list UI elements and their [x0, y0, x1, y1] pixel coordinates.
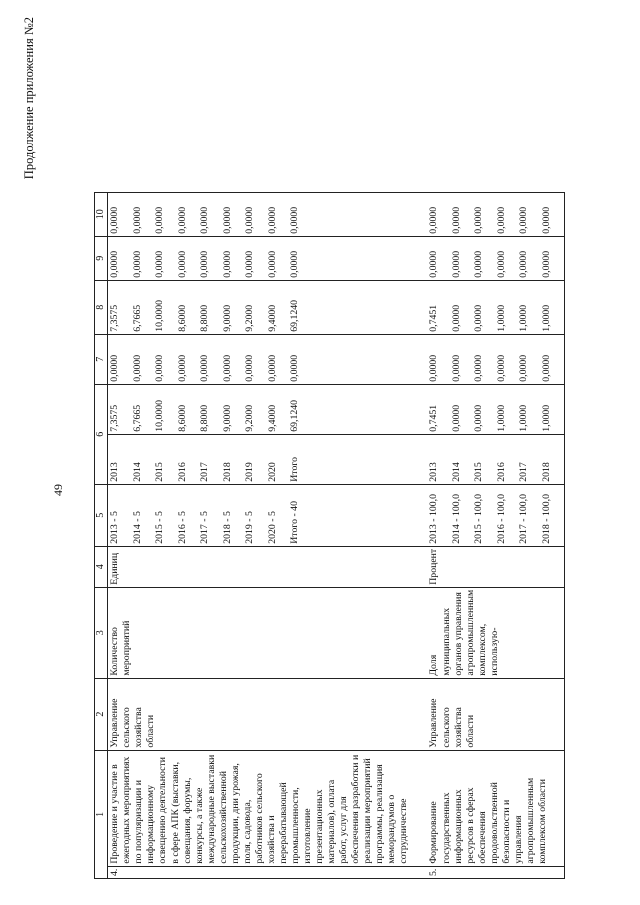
value-cell: 2014 - 5 — [131, 511, 143, 544]
value-cell: 6,7665 — [131, 304, 143, 332]
value-cell: 2020 - 5 — [266, 511, 278, 544]
spacer-cell — [411, 384, 427, 434]
value-column — [108, 236, 412, 280]
table-row — [108, 192, 412, 878]
value-cell: 0,0000 — [266, 354, 278, 382]
value-cell: 0,0000 — [540, 206, 552, 234]
value-cell: 0,0000 — [221, 354, 233, 382]
value-cell: 9,4000 — [266, 304, 278, 332]
value-cell: 2017 - 100,0 — [518, 493, 530, 544]
value-cell: 0,0000 — [244, 354, 256, 382]
value-cell: 0,0000 — [540, 250, 552, 278]
value-cell: 9,4000 — [266, 404, 278, 432]
value-cell: 0,0000 — [495, 354, 507, 382]
value-cell: 8,6000 — [176, 404, 188, 432]
value-cell: 0,0000 — [199, 354, 211, 382]
value-cell: 0,0000 — [131, 206, 143, 234]
value-cell: 0,0000 — [473, 250, 485, 278]
value-cell: 0,0000 — [109, 206, 121, 234]
value-cell: 2014 — [450, 462, 462, 482]
value-cell: 8,8000 — [199, 404, 211, 432]
value-cell: 2014 — [131, 462, 143, 482]
value-cell: 7,3575 — [109, 404, 121, 432]
value-column — [427, 384, 565, 434]
value-cell: 10,0000 — [154, 299, 166, 332]
value-cell: 9,0000 — [221, 304, 233, 332]
value-column — [427, 192, 565, 236]
value-cell: 2014 - 100,0 — [450, 493, 462, 544]
value-cell: 69,1240 — [289, 299, 301, 332]
value-cell: 2017 — [199, 462, 211, 482]
value-cell: 2015 — [473, 462, 485, 482]
col-header-10: 10 — [95, 192, 108, 236]
value-column — [108, 280, 412, 334]
value-column — [427, 484, 565, 546]
value-cell: 0,0000 — [131, 250, 143, 278]
indicator-name: Доля муниципальных органов управления агропромышленным комплексом, использую- — [427, 587, 565, 678]
value-cell: 0,0000 — [473, 354, 485, 382]
col-header-2: 2 — [95, 678, 108, 750]
value-cell: 1,0000 — [540, 404, 552, 432]
value-cell: 2018 — [540, 462, 552, 482]
value-cell: 2017 - 5 — [199, 511, 211, 544]
value-cell: 0,0000 — [131, 354, 143, 382]
value-cell: 0,0000 — [266, 206, 278, 234]
value-cell: 2015 - 100,0 — [473, 493, 485, 544]
col-header-4: 4 — [95, 546, 108, 587]
value-column — [108, 192, 412, 236]
value-cell: 2017 — [518, 462, 530, 482]
spacer-cell — [411, 546, 427, 587]
col-header-5: 5 — [95, 484, 108, 546]
value-cell: 0,0000 — [244, 250, 256, 278]
value-cell: 2016 — [176, 462, 188, 482]
page-number: 49 — [51, 484, 65, 496]
value-column — [108, 484, 412, 546]
row-number: 5. — [427, 866, 565, 878]
value-cell: 0,0000 — [428, 354, 440, 382]
executor: Управление сельского хозяйства области — [108, 678, 412, 750]
value-cell: 0,0000 — [176, 206, 188, 234]
value-cell: 0,0000 — [266, 250, 278, 278]
value-cell: 0,0000 — [221, 250, 233, 278]
value-cell: Итого - 40 — [289, 501, 301, 544]
value-cell: 7,3575 — [109, 304, 121, 332]
value-column — [108, 334, 412, 384]
value-cell: 0,0000 — [154, 206, 166, 234]
header-row — [95, 192, 108, 878]
col-header-1: 1 — [95, 750, 108, 878]
value-cell: 8,6000 — [176, 304, 188, 332]
spacer-cell — [411, 484, 427, 546]
indicator-name: Количество мероприятий — [108, 587, 412, 678]
value-cell: 0,0000 — [450, 404, 462, 432]
value-column — [427, 434, 565, 484]
value-cell: 0,0000 — [518, 354, 530, 382]
value-cell: 0,0000 — [109, 250, 121, 278]
value-cell: 2016 — [495, 462, 507, 482]
value-cell: 0,0000 — [518, 250, 530, 278]
value-column — [108, 384, 412, 434]
row-spacer — [411, 192, 427, 878]
value-cell: 0,0000 — [428, 206, 440, 234]
value-column — [108, 434, 412, 484]
spacer-cell — [411, 587, 427, 678]
value-cell: 2013 — [428, 462, 440, 482]
value-cell: 0,0000 — [473, 206, 485, 234]
value-cell: 0,0000 — [199, 206, 211, 234]
value-cell: 9,2000 — [244, 404, 256, 432]
value-column — [427, 236, 565, 280]
continuation-title: Продолжение приложения №2 — [22, 17, 36, 180]
spacer-cell — [411, 280, 427, 334]
value-cell: 0,0000 — [176, 354, 188, 382]
spacer-cell — [411, 866, 427, 878]
value-cell: 8,8000 — [199, 304, 211, 332]
value-cell: 0,7451 — [428, 304, 440, 332]
spacer-cell — [411, 678, 427, 750]
value-cell: 0,0000 — [289, 250, 301, 278]
value-column — [427, 280, 565, 334]
value-cell: 0,0000 — [109, 354, 121, 382]
unit: Процент — [427, 546, 565, 587]
value-cell: 2019 — [244, 462, 256, 482]
value-cell: 0,0000 — [244, 206, 256, 234]
value-cell: 0,0000 — [154, 354, 166, 382]
value-cell: 9,2000 — [244, 304, 256, 332]
value-column — [427, 334, 565, 384]
value-cell: 0,0000 — [450, 250, 462, 278]
value-cell: 0,0000 — [495, 250, 507, 278]
value-cell: 0,0000 — [221, 206, 233, 234]
value-cell: 0,0000 — [199, 250, 211, 278]
value-cell: 0,0000 — [428, 250, 440, 278]
value-cell: 2013 - 5 — [109, 511, 121, 544]
value-cell: 2013 - 100,0 — [428, 493, 440, 544]
value-cell: 2020 — [266, 462, 278, 482]
value-cell: 2015 — [154, 462, 166, 482]
value-cell: 69,1240 — [289, 399, 301, 432]
col-header-6: 6 — [95, 384, 108, 484]
value-cell: 0,0000 — [450, 304, 462, 332]
value-cell: 2019 - 5 — [244, 511, 256, 544]
spacer-cell — [411, 334, 427, 384]
value-cell: 2018 - 5 — [221, 511, 233, 544]
value-cell: 2016 - 100,0 — [495, 493, 507, 544]
value-cell: 1,0000 — [540, 304, 552, 332]
value-cell: 0,0000 — [473, 304, 485, 332]
spacer-cell — [411, 434, 427, 484]
value-cell: 0,0000 — [450, 206, 462, 234]
value-cell: 0,0000 — [473, 404, 485, 432]
value-cell: Итого — [289, 456, 301, 482]
value-cell: 2018 — [221, 462, 233, 482]
col-header-7: 7 — [95, 334, 108, 384]
value-cell: 2018 - 100,0 — [540, 493, 552, 544]
col-header-3: 3 — [95, 587, 108, 678]
col-header-9: 9 — [95, 236, 108, 280]
col-header-8: 8 — [95, 280, 108, 334]
value-cell: 1,0000 — [495, 404, 507, 432]
unit: Единиц — [108, 546, 412, 587]
spacer-cell — [411, 192, 427, 236]
value-cell: 1,0000 — [518, 304, 530, 332]
value-cell: 0,7451 — [428, 404, 440, 432]
activity-name: Формирование государственных информационных ресурсов в сферах обеспечения продовольственной безопасности и управления агропромышленным комплексом области — [427, 750, 565, 866]
spacer-cell — [411, 236, 427, 280]
value-cell: 0,0000 — [176, 250, 188, 278]
value-cell: 0,0000 — [495, 206, 507, 234]
value-cell: 0,0000 — [540, 354, 552, 382]
value-cell: 0,0000 — [289, 206, 301, 234]
value-cell: 9,0000 — [221, 404, 233, 432]
executor: Управление сельского хозяйства области — [427, 678, 565, 750]
value-cell: 1,0000 — [495, 304, 507, 332]
activity-name: Проведение и участие в ежегодных мероприятиях по популяризации и информационному освещению деятельности в сфере АПК (выставки, совещания, форумы, конкурсы, а также международные выставки сельскохозяйственной продукции, дни урожая, поля, садовода, работников сельского хозяйства и перерабатывающей промышленности, изготовление презентационных материалов), оплата работ, услуг для обеспечения разработки и реализации мероприятий программы, реализация меморандумов о сотрудничестве — [108, 750, 412, 866]
row-number: 4. — [108, 866, 412, 878]
value-cell: 2016 - 5 — [176, 511, 188, 544]
spacer-cell — [411, 750, 427, 866]
value-cell: 0,0000 — [450, 354, 462, 382]
value-cell: 6,7665 — [131, 404, 143, 432]
value-cell: 0,0000 — [518, 206, 530, 234]
value-cell: 1,0000 — [518, 404, 530, 432]
program-table — [94, 192, 565, 879]
value-cell: 10,0000 — [154, 399, 166, 432]
value-cell: 2015 - 5 — [154, 511, 166, 544]
value-cell: 0,0000 — [289, 354, 301, 382]
table-row — [427, 192, 565, 878]
value-cell: 0,0000 — [154, 250, 166, 278]
value-cell: 2013 — [109, 462, 121, 482]
